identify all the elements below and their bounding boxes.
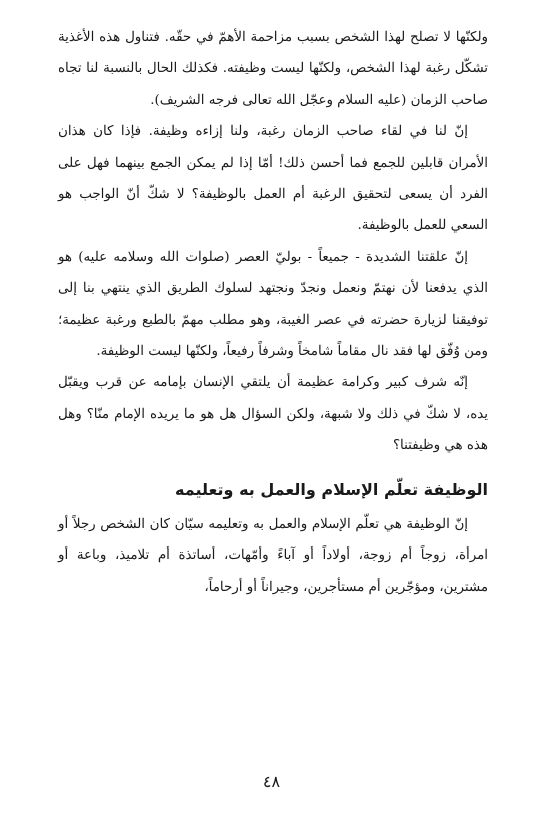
paragraph-4: إنّه شرف كبير وكرامة عظيمة أن يلتقي الإنسان بإمامه عن قرب ويقبّل يده، لا شكّ في ذلك ولا شبهة، ولكن السؤال هل هو ما يريده الإمام منّا؟ وهل هذه هي وظيفتنا؟	[58, 375, 488, 454]
page-body	[58, 22, 488, 603]
paragraph-1: ولكنّها لا تصلح لهذا الشخص بسبب مزاحمة الأهمّ في حقّه. فتناول هذه الأغذية تشكّل رغبة لهذا الشخص، ولكنّها ليست وظيفته. فكذلك الحال بالنسبة لنا تجاه صاحب الزمان (عليه السلام وعجّل الله تعالى فرجه الشريف).	[58, 30, 488, 108]
paragraph-3: إنّ علقتنا الشديدة - جميعاً - بوليّ العصر (صلوات الله وسلامه عليه) هو الذي يدفعنا لأن نهتمّ ونعمل ونجدّ ونجتهد لسلوك الطريق الذي ينتهي بنا إلى توفيقنا لزيارة حضرته في عصر الغيبة، وهو مطلب مهمّ بالطبع ورغبة عظيمة؛ ومن وُفّق لها فقد نال مقاماً شامخاً وشرفاً رفيعاً، ولكنّها ليست الوظيفة.	[58, 249, 488, 360]
page-number: ٤٨	[262, 772, 281, 791]
section-heading: الوظيفة تعلّم الإسلام والعمل به وتعليمه	[175, 479, 488, 499]
section-paragraph: إنّ الوظيفة هي تعلّم الإسلام والعمل به وتعليمه سيّان كان الشخص رجلاً أو امرأة، زوجاً أم زوجة، أولاداً أو آباءً وأمّهات، أساتذة أم تلاميذ، وباعة أو مشترين، ومؤجّرين أم مستأجرين، وجيراناً أو أرحاماً،	[58, 516, 488, 595]
paragraph-2: إنّ لنا في لقاء صاحب الزمان رغبة، ولنا إزاءه وظيفة. فإذا كان هذان الأمران قابلين للجمع فما أحسن ذلك! أمّا إذا لم يمكن الجمع بينهما فهل على الفرد أن يسعى لتحقيق الرغبة أم العمل بالوظيفة؟ لا شكّ أنّ الواجب هو السعي للعمل بالوظيفة.	[58, 124, 488, 234]
